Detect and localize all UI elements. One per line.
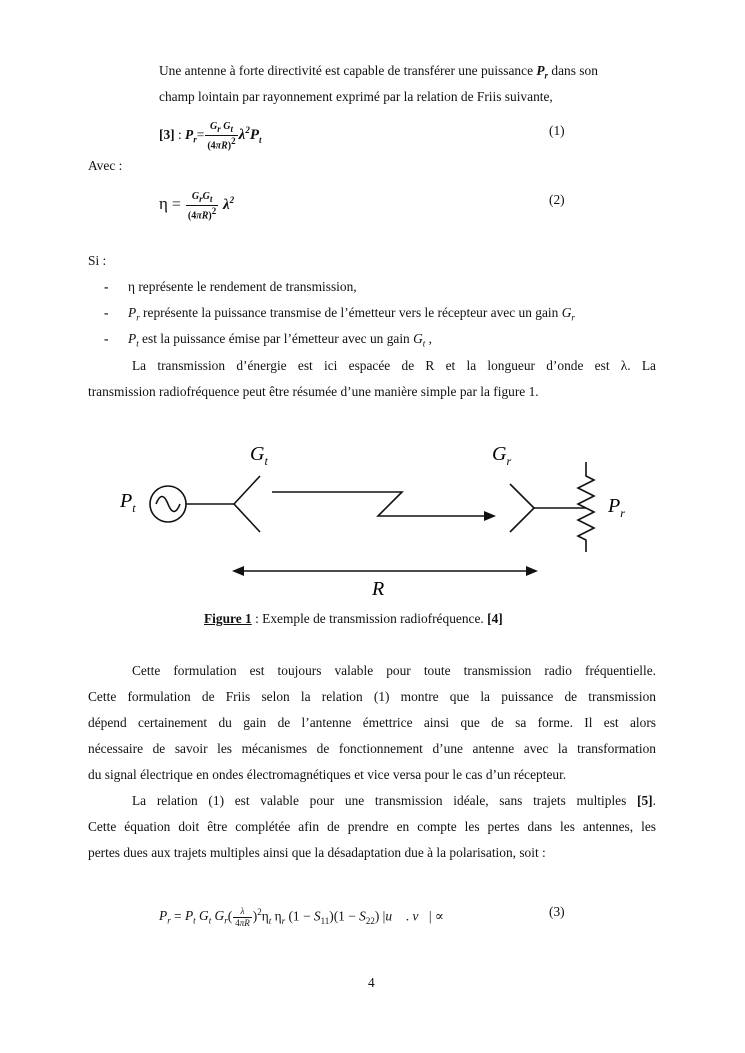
bullet-dash-2: - xyxy=(104,305,109,320)
label-pr: $P_r$ xyxy=(608,495,625,520)
bullet-item-1: η représente le rendement de transmission, xyxy=(128,279,357,294)
para2-line-2: Cette formulation de Friis selon la relation (1) montre que la puissance de transmission xyxy=(88,689,656,704)
label-r: R xyxy=(372,578,385,600)
propagation-arrowhead xyxy=(484,511,496,521)
para3-line-1: La relation (1) est valable pour une transmission idéale, sans trajets multiples [5]. xyxy=(132,793,656,808)
page-number: 4 xyxy=(368,975,375,990)
tx-antenna-lower xyxy=(234,504,260,532)
para1-line-1: La transmission d’énergie est ici espacée de R et la longueur d’onde est λ. La xyxy=(132,358,656,373)
bullet-item-3: $P_t$ est la puissance émise par l’émetteur avec un gain $G_t$ , xyxy=(128,331,432,349)
si-label: Si : xyxy=(88,253,107,268)
bullet-item-2: $P_r$ représente la puissance transmise de l’émetteur vers le récepteur avec un gain $G_r$ xyxy=(128,305,575,323)
avec-label: Avec : xyxy=(88,158,123,173)
equation-3: $P_r = P_t$ $G_t$ $G_r$( $\frac{\lambda}{4\pi R}$ )$^2\eta_t$ $\eta_r$ $(1 - S_{11})(1 - S_{22})$ |u⃗ . v⃗| ∝ xyxy=(159,905,444,928)
eq1-number: (1) xyxy=(549,123,565,138)
equation-2: η = $\frac{G_rG_t}{(4\pi R)^2}$ $\lambda^2$ xyxy=(159,190,235,222)
eq3-number: (3) xyxy=(549,904,565,919)
rx-antenna-upper xyxy=(510,484,534,508)
intro-line-2: champ lointain par rayonnement exprimé par la relation de Friis suivante, xyxy=(159,89,553,104)
para3-line-2: Cette équation doit être complétée afin de prendre en compte les pertes dans les antennes, les xyxy=(88,819,656,834)
eq2-number: (2) xyxy=(549,192,565,207)
distance-arrowhead-left xyxy=(232,566,244,576)
figure-1-diagram xyxy=(110,432,640,602)
intro-line-1: Une antenne à forte directivité est capable de transférer une puissance $P_r$ dans son xyxy=(159,63,598,81)
bullet-dash-3: - xyxy=(104,331,109,346)
propagation-arrow xyxy=(272,492,492,516)
figure-caption: Figure 1 : Exemple de transmission radiofréquence. [4] xyxy=(204,611,503,626)
bullet-dash-1: - xyxy=(104,279,109,294)
eq1-ref: [3] xyxy=(159,127,175,142)
para2-line-4: nécessaire de savoir les mécanismes de fonctionnement d’une antenne avec la transformation xyxy=(88,741,656,756)
rx-antenna-lower xyxy=(510,508,534,532)
sine-wave-icon xyxy=(156,497,180,512)
label-gt: $G_t$ xyxy=(250,443,268,468)
label-gr: $G_r$ xyxy=(492,443,512,468)
para2-line-5: du signal électrique en ondes électromagnétiques et vice versa pour le cas d’un récepteur. xyxy=(88,767,567,782)
para2-line-3: dépend certainement du gain de l’antenne émettrice ainsi que de sa forme. Il est alors xyxy=(88,715,656,730)
load-resistor xyxy=(578,462,594,552)
label-pt: $P_t$ xyxy=(120,490,136,515)
eq1-fraction: $\frac{G_r G_t}{(4\pi R)^2}$ xyxy=(207,120,236,152)
eq2-fraction: $\frac{G_rG_t}{(4\pi R)^2}$ xyxy=(187,190,217,222)
distance-arrowhead-right xyxy=(526,566,538,576)
para2-line-1: Cette formulation est toujours valable pour toute transmission radio fréquentielle. xyxy=(132,663,656,678)
para1-line-2: transmission radiofréquence peut être résumée d’une manière simple par la figure 1. xyxy=(88,384,539,399)
para3-line-3: pertes dues aux trajets multiples ainsi que la désadaptation due à la polarisation, soit : xyxy=(88,845,546,860)
tx-antenna-upper xyxy=(234,476,260,504)
equation-1: [3] : $P_r=$ $\frac{G_r G_t}{(4\pi R)^2}$ $\lambda^2P_t$ xyxy=(159,120,262,152)
